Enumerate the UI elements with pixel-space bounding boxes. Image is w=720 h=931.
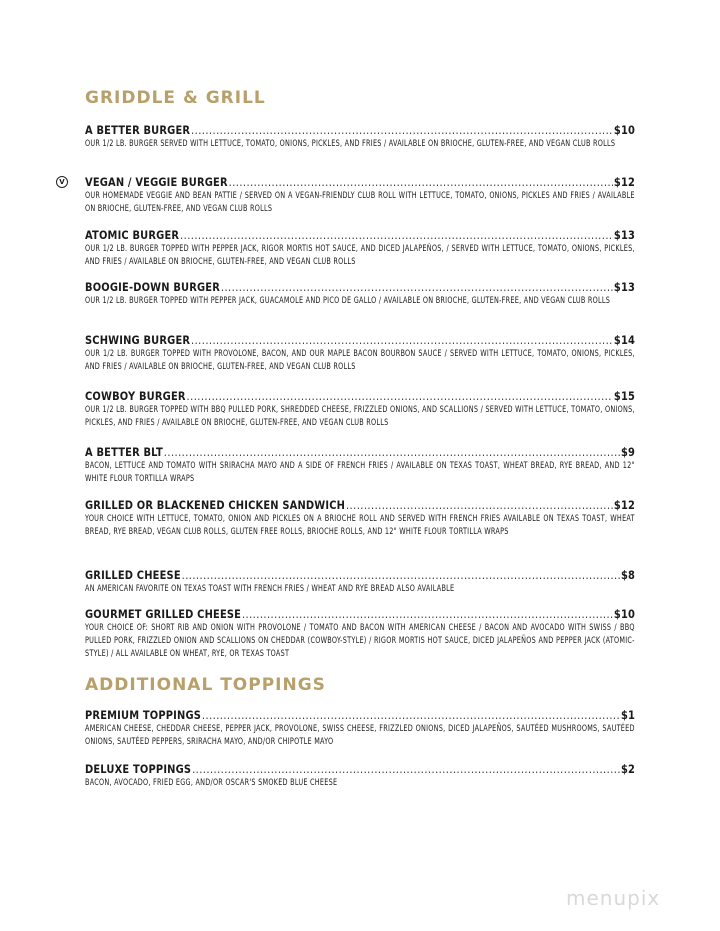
item-description: OUR HOMEMADE VEGGIE AND BEAN PATTIE / SERVED ON A VEGAN-FRIENDLY CLUB ROLL WITH LETTUCE, TOMATO, ONIONS, PICKLES AND FRIES / AVAILABLE ON BRIOCHE, GLUTEN-FREE, AND VEGAN CLUB ROLLS	[85, 191, 635, 214]
menu-item-header	[85, 389, 635, 403]
menu-item-header	[85, 280, 635, 294]
item-description: OUR 1/2 LB. BURGER TOPPED WITH PEPPER JACK, RIGOR MORTIS HOT SAUCE, AND DICED JALAPEÑOS, / SERVED WITH LETTUCE, TOMATO, ONIONS, PICKLES, AND FRIES / AVAILABLE ON BRIOCHE, GLUTEN-FREE, AND VEGAN CLUB ROLLS	[85, 244, 635, 267]
item-price: $13	[613, 228, 636, 242]
leader-dots	[202, 708, 620, 722]
item-price: $12	[613, 175, 636, 189]
item-name: BOOGIE-DOWN BURGER	[85, 280, 221, 294]
leader-dots	[164, 445, 620, 459]
item-name: DELUXE TOPPINGS	[85, 762, 192, 776]
menu-item-header	[85, 228, 635, 242]
section-title-griddle-grill: GRIDDLE & GRILL	[85, 88, 266, 108]
section-title-additional-toppings: ADDITIONAL TOPPINGS	[85, 675, 326, 695]
item-price: $14	[613, 333, 636, 347]
item-price: $10	[613, 123, 636, 137]
menu-item	[85, 708, 635, 749]
item-description: AMERICAN CHEESE, CHEDDAR CHEESE, PEPPER JACK, PROVOLONE, SWISS CHEESE, FRIZZLED ONIONS, DICED JALAPEÑOS, SAUTÉED MUSHROOMS, SAUTÉED ONIONS, SAUTÉED PEPPERS, SRIRACHA MAYO, AND/OR CHIPOTLE MAYO	[85, 724, 635, 747]
item-price: $13	[613, 280, 636, 294]
item-description: OUR 1/2 LB. BURGER SERVED WITH LETTUCE, TOMATO, ONIONS, PICKLES, AND FRIES / AVAILABLE ON BRIOCHE, GLUTEN-FREE, AND VEGAN CLUB ROLLS	[85, 139, 616, 149]
leader-dots	[346, 498, 613, 512]
menu-item	[85, 389, 635, 430]
item-name: GRILLED OR BLACKENED CHICKEN SANDWICH	[85, 498, 346, 512]
menu-item-header	[85, 762, 635, 776]
item-price: $8	[620, 568, 636, 582]
item-description: OUR 1/2 LB. BURGER TOPPED WITH PROVOLONE, BACON, AND OUR MAPLE BACON BOURBON SAUCE / SERVED WITH LETTUCE, TOMATO, ONIONS, PICKLES, AND FRIES / AVAILABLE ON BRIOCHE, GLUTEN-FREE, AND VEGAN CLUB ROLLS	[85, 349, 635, 372]
item-price: $10	[613, 607, 636, 621]
item-description: BACON, AVOCADO, FRIED EGG, AND/OR OSCAR'S SMOKED BLUE CHEESE	[85, 778, 338, 788]
menu-item-header	[85, 708, 635, 722]
item-description: BACON, LETTUCE AND TOMATO WITH SRIRACHA MAYO AND A SIDE OF FRENCH FRIES / AVAILABLE ON TEXAS TOAST, WHEAT BREAD, RYE BREAD, AND 12" WHITE FLOUR TORTILLA WRAPS	[85, 461, 635, 484]
item-price: $15	[613, 389, 636, 403]
menupix-watermark: menupix	[566, 886, 661, 910]
item-name: GOURMET GRILLED CHEESE	[85, 607, 242, 621]
menu-item	[85, 498, 635, 539]
leader-dots	[180, 228, 613, 242]
menu-item	[85, 333, 635, 374]
menu-item	[85, 607, 635, 661]
vegan-icon: V	[56, 176, 68, 188]
menu-item-header	[85, 123, 635, 137]
leader-dots	[221, 280, 613, 294]
item-name: PREMIUM TOPPINGS	[85, 708, 202, 722]
menu-item	[85, 568, 635, 596]
leader-dots	[182, 568, 620, 582]
menu-item-header	[85, 445, 635, 459]
menu-item-header	[85, 498, 635, 512]
item-name: SCHWING BURGER	[85, 333, 191, 347]
leader-dots	[229, 175, 613, 189]
item-description: AN AMERICAN FAVORITE ON TEXAS TOAST WITH FRENCH FRIES / WHEAT AND RYE BREAD ALSO AVAILABLE	[85, 584, 455, 594]
menu-item	[85, 445, 635, 486]
leader-dots	[242, 607, 613, 621]
menu-item-header	[85, 607, 635, 621]
item-name: A BETTER BLT	[85, 445, 163, 459]
item-name: VEGAN / VEGGIE BURGER	[85, 175, 228, 189]
item-description: YOUR CHOICE WITH LETTUCE, TOMATO, ONION AND PICKLES ON A BRIOCHE ROLL AND SERVED WITH FRENCH FRIES AVAILABLE ON TEXAS TOAST, WHEAT BREAD, RYE BREAD, VEGAN CLUB ROLLS, GLUTEN FREE ROLLS, BRIOCHE ROLLS, AND 12" WHITE FLOUR TORTILLA WRAPS	[85, 514, 635, 537]
menu-item	[85, 280, 635, 308]
item-price: $12	[613, 498, 636, 512]
menu-item	[85, 228, 635, 269]
item-description: OUR 1/2 LB. BURGER TOPPED WITH BBQ PULLED PORK, SHREDDED CHEESE, FRIZZLED ONIONS, AND SCALLIONS / SERVED WITH LETTUCE, TOMATO, ONIONS, PICKLES, AND FRIES / AVAILABLE ON BRIOCHE, GLUTEN-FREE, AND VEGAN CLUB ROLLS	[85, 405, 635, 428]
leader-dots	[187, 389, 614, 403]
item-description: OUR 1/2 LB. BURGER TOPPED WITH PEPPER JACK, GUACAMOLE AND PICO DE GALLO / AVAILABLE ON BRIOCHE, GLUTEN-FREE, AND VEGAN CLUB ROLLS	[85, 296, 611, 306]
item-name: A BETTER BURGER	[85, 123, 191, 137]
leader-dots	[191, 333, 613, 347]
menu-item	[85, 762, 635, 790]
item-price: $9	[620, 445, 636, 459]
leader-dots	[191, 123, 613, 137]
menu-item	[85, 123, 635, 151]
menu-item-header	[85, 333, 635, 347]
item-price: $1	[620, 708, 636, 722]
menu-item	[85, 175, 635, 216]
item-name: GRILLED CHEESE	[85, 568, 181, 582]
item-description: YOUR CHOICE OF: SHORT RIB AND ONION WITH PROVOLONE / TOMATO AND BACON WITH AMERICAN CHEESE / BACON AND AVOCADO WITH SWISS / BBQ PULLED PORK, FRIZZLED ONION AND SCALLIONS ON CHEDDAR (COWBOY-STYLE) / RIGOR MORTIS HOT SAUCE, DICED JALAPEÑOS AND PEPPER JACK (ATOMIC-STYLE) / ALL AVAILABLE ON WHEAT, RYE, OR TEXAS TOAST	[85, 623, 635, 659]
item-name: ATOMIC BURGER	[85, 228, 180, 242]
item-price: $2	[620, 762, 636, 776]
leader-dots	[192, 762, 620, 776]
item-name: COWBOY BURGER	[85, 389, 186, 403]
menu-item-header	[85, 175, 635, 189]
menu-item-header	[85, 568, 635, 582]
